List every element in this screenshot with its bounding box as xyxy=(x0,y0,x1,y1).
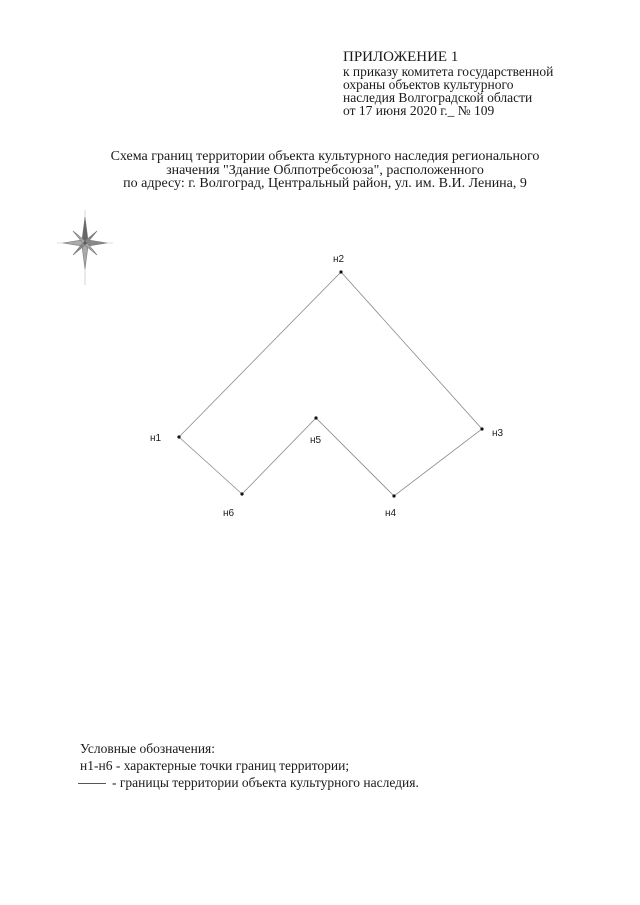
legend-points-row xyxy=(80,757,419,774)
appendix-title: ПРИЛОЖЕНИЕ 1 xyxy=(343,49,459,65)
legend-line-row xyxy=(80,774,419,791)
appendix-line-4: от 17 июня 2020 г._ № 109 xyxy=(343,103,495,118)
appendix-line-3: наследия Волгоградской области xyxy=(343,90,533,105)
scheme-title-line-3: по адресу: г. Волгоград, Центральный район, ул. им. В.И. Ленина, 9 xyxy=(123,176,527,191)
legend-line-desc: - границы территории объекта культурного наследия. xyxy=(112,775,419,790)
legend-points-desc: - характерные точки границ территории; xyxy=(112,758,350,773)
label-n6: н6 xyxy=(223,508,235,519)
scheme-title-line-2: значения "Здание Облпотребсоюза", расположенного xyxy=(166,162,484,178)
point-n1 xyxy=(177,435,180,438)
legend-title: Условные обозначения: xyxy=(80,741,216,756)
territory-boundary xyxy=(179,272,482,496)
point-n4 xyxy=(392,494,395,497)
label-n5: н5 xyxy=(310,435,322,446)
label-n4: н4 xyxy=(385,508,397,519)
appendix-line-1: к приказу комитета государственной xyxy=(343,64,554,79)
label-n1: н1 xyxy=(150,433,162,444)
legend-points-key: н1-н6 xyxy=(80,758,113,773)
label-n2: н2 xyxy=(333,254,345,265)
legend xyxy=(80,740,419,791)
compass-rose-icon xyxy=(57,210,113,285)
point-n6 xyxy=(240,492,243,495)
label-n3: н3 xyxy=(492,428,504,439)
scheme-title-line-1: Схема границ территории объекта культурного наследия регионального xyxy=(110,149,540,164)
point-n5 xyxy=(314,416,317,419)
point-n3 xyxy=(480,427,483,430)
appendix-line-2: охраны объектов культурного xyxy=(343,77,514,92)
point-n2 xyxy=(339,270,342,273)
boundary-line-symbol xyxy=(78,783,106,784)
